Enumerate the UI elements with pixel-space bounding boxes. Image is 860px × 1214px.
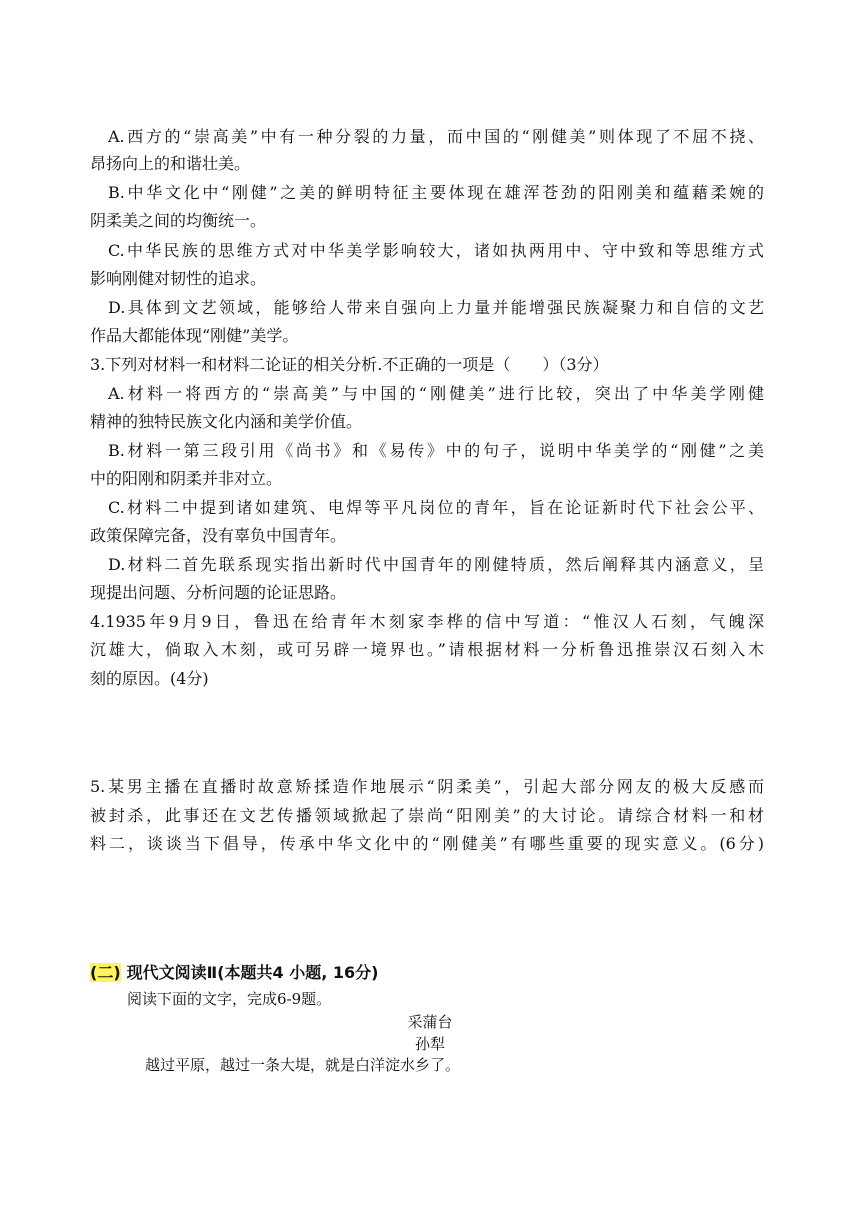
q4-line1: 4.1935年9月9日，鲁迅在给青年木刻家李桦的信中写道：“惟汉人石刻，气魄深 — [90, 612, 764, 631]
q3-option-a-line1: A.材料一将西方的“崇高美”与中国的“刚健美”进行比较，突出了中华美学刚健 — [108, 384, 764, 403]
q5-line1: 5.某男主播在直播时故意矫揉造作地展示“阴柔美”，引起大部分网友的极大反感而 — [90, 777, 764, 796]
q2-option-a-line1: A.西方的“崇高美”中有一种分裂的力量，而中国的“刚健美”则体现了不屈不挠、 — [108, 127, 764, 146]
q2-option-d-line2: 作品大都能体现“刚健”美学。 — [90, 326, 299, 345]
section-heading-text: 现代文阅读Ⅱ(本题共4 小题, 16分) — [126, 963, 379, 982]
reading-instruction: 阅读下面的文字，完成6-9题。 — [127, 990, 332, 1008]
q5-line2: 被封杀，此事还在文艺传播领域掀起了崇尚“阳刚美”的大讨论。请综合材料一和材 — [90, 806, 764, 825]
q4-line3: 刻的原因。(4分) — [90, 669, 209, 688]
passage-title: 采蒲台 — [407, 1013, 453, 1031]
q3-option-b-line1: B.材料一第三段引用《尚书》和《易传》中的句子，说明中华美学的“刚健”之美 — [108, 441, 764, 460]
q3-option-b-line2: 中的阳刚和阴柔并非对立。 — [90, 469, 283, 488]
section-heading-prefix: (二) — [90, 963, 121, 982]
q3-option-d-line2: 现提出问题、分析问题的论证思路。 — [90, 583, 347, 602]
section-heading — [90, 963, 378, 983]
q2-option-b-line2: 阴柔美之间的均衡统一。 — [90, 211, 267, 230]
passage-author: 孙犁 — [414, 1035, 445, 1053]
q3-option-c-line2: 政策保障完备，没有辜负中国青年。 — [90, 526, 347, 545]
q2-option-b-line1: B.中华文化中“刚健”之美的鲜明特征主要体现在雄浑苍劲的阳刚美和蕴藉柔婉的 — [108, 183, 764, 202]
passage-first-line: 越过平原，越过一条大堤，就是白洋淀水乡了。 — [145, 1056, 461, 1074]
q3-option-c-line1: C.材料二中提到诸如建筑、电焊等平凡岗位的青年，旨在论证新时代下社会公平、 — [108, 498, 764, 517]
q3-stem: 3.下列对材料一和材料二论证的相关分析.不正确的一项是（ ）（3分） — [90, 355, 609, 374]
q3-option-a-line2: 精神的独特民族文化内涵和美学价值。 — [90, 412, 363, 431]
q3-option-d-line1: D.材料二首先联系现实指出新时代中国青年的刚健特质，然后阐释其内涵意义，呈 — [108, 555, 764, 574]
q2-option-d-line1: D.具体到文艺领域，能够给人带来自强向上力量并能增强民族凝聚力和自信的文艺 — [108, 298, 764, 317]
q2-option-c-line2: 影响刚健对韧性的追求。 — [90, 269, 267, 288]
q2-option-c-line1: C.中华民族的思维方式对中华美学影响较大，诸如执两用中、守中致和等思维方式 — [108, 241, 764, 260]
q4-line2: 沉雄大，倘取入木刻，或可另辟一境界也。”请根据材料一分析鲁迅推崇汉石刻入木 — [90, 640, 764, 659]
q5-line3: 料二，谈谈当下倡导，传承中华文化中的“刚健美”有哪些重要的现实意义。(6分) — [90, 834, 764, 853]
q2-option-a-line2: 昂扬向上的和谐壮美。 — [90, 154, 251, 173]
